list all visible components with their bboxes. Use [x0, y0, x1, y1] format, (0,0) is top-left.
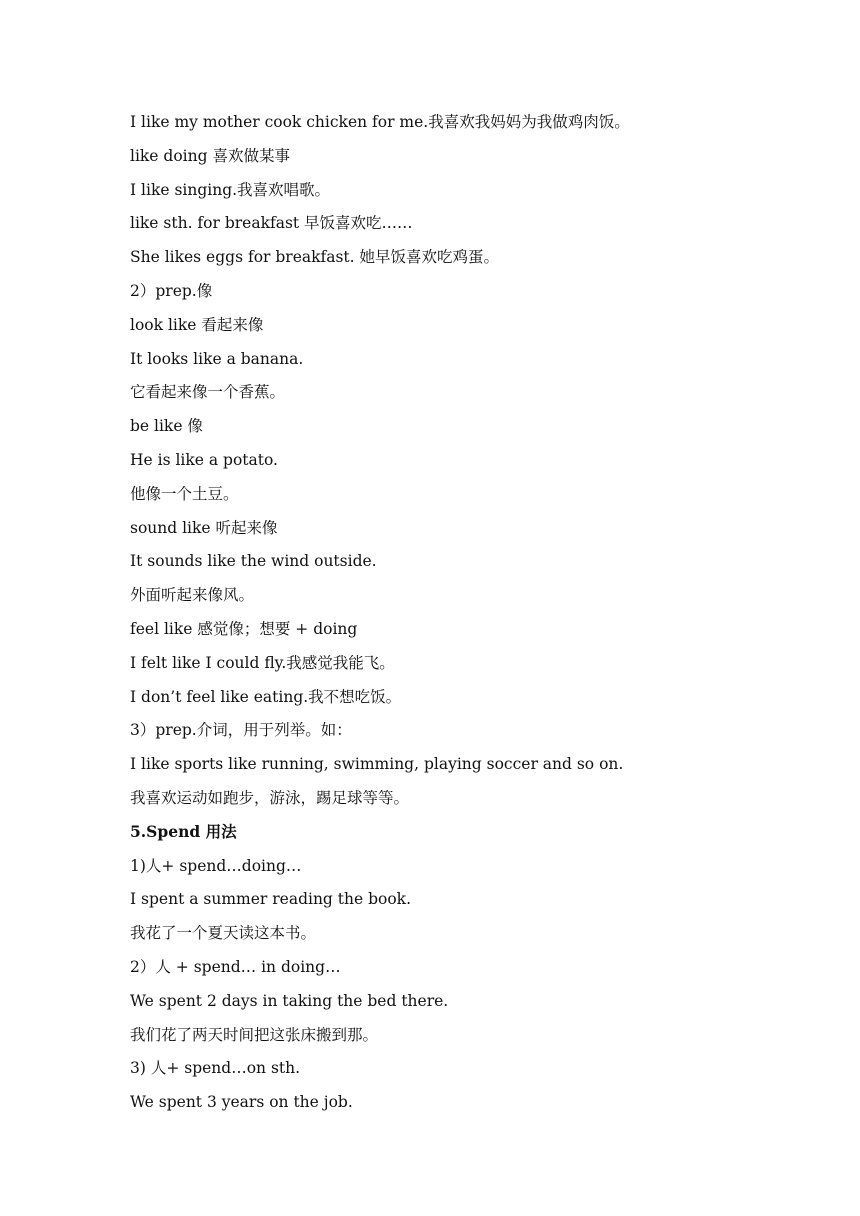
text-line: He is like a potato.: [130, 450, 278, 469]
text-line: I spent a summer reading the book.: [130, 890, 411, 909]
text-line: I don’t feel like eating.我不想吃饭。: [130, 687, 402, 706]
text-line: feel like 感觉像；想要 + doing: [130, 619, 358, 638]
section-heading: 5.Spend 用法: [130, 821, 237, 841]
text-line: 我喜欢运动如跑步，游泳，踢足球等等。: [130, 788, 410, 807]
text-line: I like singing.我喜欢唱歌。: [130, 180, 331, 199]
text-line: 他像一个土豆。: [130, 484, 239, 503]
text-line: 1)人+ spend…doing…: [130, 856, 302, 875]
text-line: sound like 听起来像: [130, 518, 278, 537]
text-line: It looks like a banana.: [130, 349, 304, 368]
text-line: like doing 喜欢做某事: [130, 146, 290, 165]
document-body: [130, 108, 750, 1122]
text-line: 3）prep.介词，用于列举。如：: [130, 721, 352, 740]
text-line: look like 看起来像: [130, 315, 264, 334]
text-line: We spent 3 years on the job.: [130, 1093, 353, 1112]
text-line: 外面听起来像风。: [130, 586, 255, 605]
text-line: 我们花了两天时间把这张床搬到那。: [130, 1025, 379, 1044]
text-line: like sth. for breakfast 早饭喜欢吃……: [130, 214, 413, 233]
text-line: be like 像: [130, 417, 203, 436]
text-line: I like sports like running, swimming, playing soccer and so on.: [130, 755, 624, 774]
text-line: 我花了一个夏天读这本书。: [130, 924, 317, 943]
text-line: 它看起来像一个香蕉。: [130, 383, 286, 402]
text-line: I felt like I could fly.我感觉我能飞。: [130, 653, 395, 672]
text-line: 2）人 + spend… in doing…: [130, 957, 341, 976]
text-line: We spent 2 days in taking the bed there.: [130, 991, 449, 1010]
text-line: She likes eggs for breakfast. 她早饭喜欢吃鸡蛋。: [130, 248, 500, 267]
text-line: I like my mother cook chicken for me.我喜欢我妈妈为我做鸡肉饭。: [130, 113, 630, 131]
text-line: 2）prep.像: [130, 281, 213, 300]
text-line: 3) 人+ spend…on sth.: [130, 1059, 301, 1078]
text-line: It sounds like the wind outside.: [130, 552, 377, 571]
